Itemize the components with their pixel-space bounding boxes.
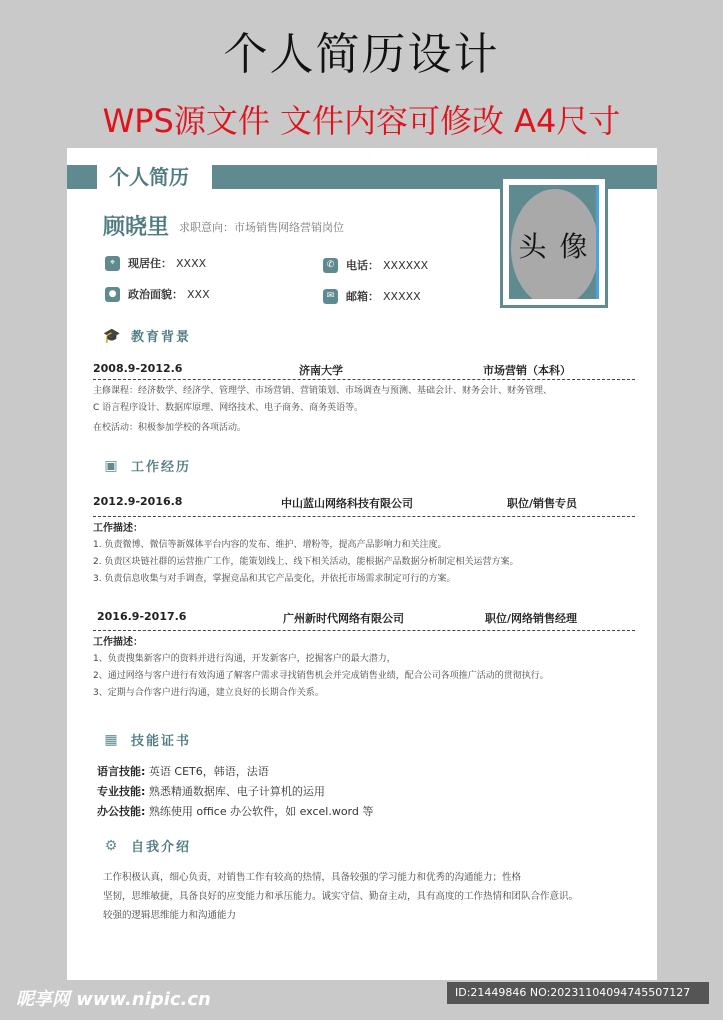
skill-professional — [97, 783, 325, 799]
avatar — [509, 185, 599, 299]
location-icon: ⌖ — [105, 256, 120, 271]
job-desc-line: 3、定期与合作客户进行沟通，建立良好的长期合作关系。 — [93, 688, 324, 698]
skill-language — [97, 763, 269, 779]
person-icon: ● — [105, 287, 120, 302]
skill-office-value: 熟练使用 office 办公软件，如 excel.word 等 — [148, 805, 374, 818]
job-desc-label: 工作描述： — [93, 523, 143, 534]
job-desc-2 — [93, 634, 633, 702]
job-desc-label: 工作描述： — [93, 637, 143, 648]
self-intro-line: 较强的逻辑思维能力和沟通能力 — [103, 910, 237, 921]
graduation-cap-icon: 🎓 — [103, 327, 123, 344]
job-desc-line: 1、负责搜集新客户的资料并进行沟通，开发新客户，挖掘客户的最大潜力， — [93, 654, 396, 664]
education-title: 教育背景 — [131, 330, 192, 345]
education-courses — [93, 383, 633, 437]
avatar-frame[interactable] — [500, 176, 608, 308]
education-courses-line-1: 主修课程：经济数学、经济学、管理学、市场营销、营销策划、市场调查与预测、基础会计、财务会计、财务管理、 — [93, 386, 553, 396]
banner-title: 个人简历设计 — [223, 29, 500, 80]
skill-office — [97, 803, 373, 819]
phone-value: XXXXXX — [383, 258, 429, 272]
politics-value: XXX — [187, 287, 210, 301]
info-politics — [105, 286, 210, 302]
divider — [93, 516, 635, 517]
divider — [93, 379, 635, 380]
job-company: 中山蓝山网络科技有限公司 — [281, 497, 413, 510]
skill-professional-label: 专业技能: — [97, 785, 146, 798]
gear-icon: ⚙ — [104, 837, 120, 854]
image-id-watermark: ID:21449846 NO:20231104094745507127 — [447, 982, 709, 1004]
self-intro-title: 自我介绍 — [131, 840, 192, 855]
job-intent — [179, 219, 344, 235]
mail-icon: ✉ — [323, 289, 338, 304]
banner-subtitle: WPS源文件 文件内容可修改 A4尺寸 — [102, 102, 621, 140]
skill-office-label: 办公技能: — [97, 805, 146, 818]
section-skills — [103, 730, 191, 749]
skill-language-label: 语言技能: — [97, 765, 146, 778]
job-position: 职位/销售专员 — [507, 497, 578, 510]
residence-value: XXXX — [176, 256, 207, 270]
job-intent-value: 市场销售网络营销岗位 — [234, 221, 344, 234]
education-activities: 在校活动：积极参加学校的各项活动。 — [93, 423, 247, 433]
job-desc-line: 2、通过网络与客户进行有效沟通了解客户需求寻找销售机会并完成销售业绩，配合公司各项推广活动的贯彻执行。 — [93, 671, 549, 681]
job-desc-1 — [93, 520, 633, 588]
job-desc-line: 1. 负责微博、微信等新媒体平台内容的发布、维护、增粉等，提高产品影响力和关注度。 — [93, 540, 447, 550]
job-desc-line: 3. 负责信息收集与对手调查，掌握竞品和其它产品变化，并依托市场需求制定可行的方案。 — [93, 574, 456, 584]
skills-title: 技能证书 — [131, 734, 192, 749]
info-phone — [323, 257, 428, 273]
skill-language-value: 英语 CET6，韩语，法语 — [148, 765, 269, 778]
divider — [93, 630, 635, 631]
self-intro-text — [103, 868, 623, 925]
grid-icon: ▦ — [104, 731, 120, 748]
education-major: 市场营销（本科） — [483, 364, 571, 377]
avatar-label: 头 像 — [518, 230, 590, 263]
work-title: 工作经历 — [131, 460, 192, 475]
site-watermark: 昵享网 www.nipic.cn — [16, 989, 211, 1010]
candidate-name: 顾晓里 — [103, 215, 170, 240]
section-self-intro — [103, 836, 191, 855]
education-school: 济南大学 — [299, 364, 343, 377]
phone-icon: ✆ — [323, 258, 338, 273]
job-intent-label: 求职意向： — [179, 221, 234, 234]
section-education — [103, 326, 191, 345]
skill-professional-value: 熟悉精通数据库、电子计算机的运用 — [148, 785, 325, 798]
briefcase-icon: ▣ — [104, 457, 120, 474]
self-intro-line: 工作积极认真，细心负责，对销售工作有较高的热情，具备较强的学习能力和优秀的沟通能力；性格 — [103, 872, 522, 883]
resume-page — [67, 148, 657, 980]
job-period: 2012.9-2016.8 — [93, 495, 183, 508]
job-company: 广州新时代网络有限公司 — [283, 612, 404, 625]
education-courses-line-2: C 语言程序设计、数据库原理、网络技术、电子商务、商务英语等。 — [93, 403, 364, 413]
politics-label: 政治面貌： — [128, 288, 183, 301]
education-period: 2008.9-2012.6 — [93, 362, 183, 375]
residence-label: 现居住： — [128, 257, 172, 270]
info-email — [323, 288, 421, 304]
resume-heading: 个人简历 — [97, 158, 212, 196]
phone-label: 电话： — [346, 259, 379, 272]
job-position: 职位/网络销售经理 — [485, 612, 578, 625]
self-intro-line: 坚韧，思维敏捷，具备良好的应变能力和承压能力。诚实守信、勤奋主动，具有高度的工作热情和团队合作意识。 — [103, 891, 579, 902]
email-label: 邮箱： — [346, 290, 379, 303]
job-period: 2016.9-2017.6 — [97, 610, 187, 623]
section-work — [103, 456, 191, 475]
info-residence — [105, 255, 206, 271]
email-value: XXXXX — [383, 289, 421, 303]
job-desc-line: 2. 负责区块链社群的运营推广工作，能策划线上、线下相关活动，能根据产品数据分析制定相关运营方案。 — [93, 557, 519, 567]
